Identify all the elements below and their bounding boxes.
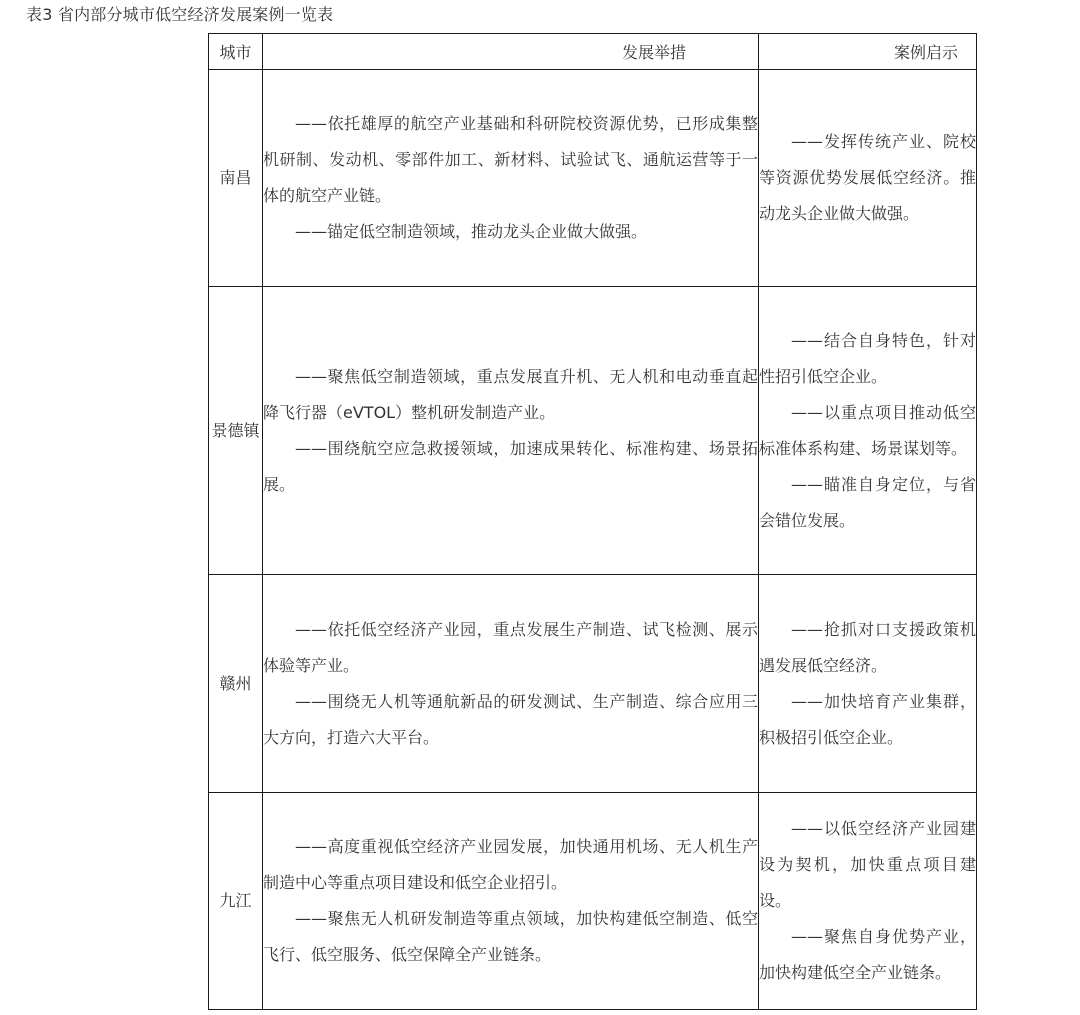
insights-cell	[759, 793, 977, 1010]
insight-paragraph: ——瞄准自身定位，与省会错位发展。	[759, 474, 976, 530]
insight-paragraph: ——抢抓对口支援政策机遇发展低空经济。	[759, 619, 976, 675]
measure-paragraph: ——锚定低空制造领域，推动龙头企业做大做强。	[295, 222, 648, 241]
measure-paragraph: ——高度重视低空经济产业园发展，加快通用机场、无人机生产制造中心等重点项目建设和低空企业招引。	[263, 837, 758, 892]
insight-paragraph: ——发挥传统产业、院校等资源优势发展低空经济。推动龙头企业做大做强。	[759, 132, 976, 223]
table-row	[209, 793, 977, 1010]
table-caption: 表3 省内部分城市低空经济发展案例一览表	[26, 5, 334, 24]
header-city: 城市	[209, 34, 263, 70]
insight-paragraph: ——以重点项目推动低空标准体系构建、场景谋划等。	[759, 402, 976, 458]
case-table	[208, 33, 977, 1010]
table-row	[209, 575, 977, 793]
measures-cell	[263, 793, 759, 1010]
table-row	[209, 287, 977, 575]
table-header-row	[209, 34, 977, 70]
insight-paragraph: ——结合自身特色，针对性招引低空企业。	[759, 330, 976, 386]
measure-paragraph: ——围绕无人机等通航新品的研发测试、生产制造、综合应用三大方向，打造六大平台。	[263, 691, 758, 747]
city-cell: 九江	[209, 793, 263, 1010]
insight-paragraph: ——以低空经济产业园建设为契机，加快重点项目建设。	[759, 819, 976, 910]
city-cell: 赣州	[209, 575, 263, 793]
measures-cell	[263, 70, 759, 287]
city-cell: 景德镇	[209, 287, 263, 575]
city-cell: 南昌	[209, 70, 263, 287]
insights-cell	[759, 70, 977, 287]
header-measures: 发展举措	[263, 34, 759, 70]
measures-cell	[263, 575, 759, 793]
measure-paragraph: ——依托低空经济产业园，重点发展生产制造、试飞检测、展示体验等产业。	[263, 619, 758, 675]
measure-paragraph: ——依托雄厚的航空产业基础和科研院校资源优势，已形成集整机研制、发动机、零部件加工、新材料、试验试飞、通航运营等于一体的航空产业链。	[263, 114, 758, 205]
header-insights: 案例启示	[759, 34, 977, 70]
table-row	[209, 70, 977, 287]
insights-cell	[759, 287, 977, 575]
measure-paragraph: ——聚焦低空制造领域，重点发展直升机、无人机和电动垂直起降飞行器（eVTOL）整机研发制造产业。	[263, 366, 758, 422]
measures-cell	[263, 287, 759, 575]
measure-paragraph: ——聚焦无人机研发制造等重点领域，加快构建低空制造、低空飞行、低空服务、低空保障全产业链条。	[263, 909, 758, 964]
insights-cell	[759, 575, 977, 793]
insight-paragraph: ——加快培育产业集群，积极招引低空企业。	[759, 691, 976, 747]
insight-paragraph: ——聚焦自身优势产业，加快构建低空全产业链条。	[759, 927, 976, 982]
measure-paragraph: ——围绕航空应急救援领域，加速成果转化、标准构建、场景拓展。	[263, 438, 758, 494]
